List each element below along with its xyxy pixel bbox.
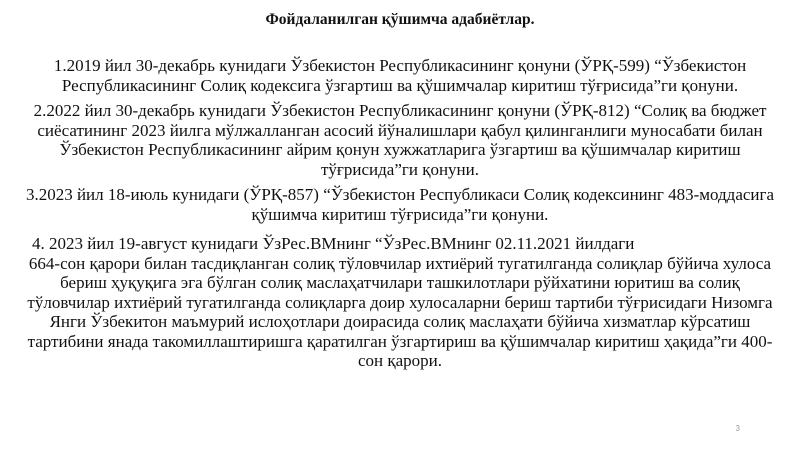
reference-item-1: 1.2019 йил 30-декабрь кунидаги Ўзбекистон Республикасининг қонуни (ЎРҚ-599) “Ўзбекистон Республикасининг Солиқ кодексига ўзгартиш ва қўшимчалар киритиш тўғрисида”ги қонуни. <box>53 56 747 95</box>
reference-item-4-first-line: 4. 2023 йил 19-август кунидаги ЎзРес.ВМнинг “ЎзРес.ВМнинг 02.11.2021 йилдаги <box>32 234 635 253</box>
reference-list <box>24 56 776 377</box>
reference-item-2: 2.2022 йил 30-декабрь кунидаги Ўзбекистон Республикасининг қонуни (ЎРҚ-812) “Солиқ ва бюджет сиёсатининг 2023 йилга мўлжалланган асосий йўналишлари қабул қилинганлиги муносабати билан Ўзбекистон Республикасининг айрим қонун хужжатларига ўзгартиш ва қўшимчалар киритиш тўғрисида”ги қонуни. <box>33 101 767 179</box>
page-number: 3 <box>735 424 740 433</box>
reference-item-4-body: 664-сон қарори билан тасдиқланган солиқ тўловчилар ихтиёрий тугатилганда солиқлар бўйича хулоса бериш ҳуқуқига эга бўлган солиқ маслаҳатчилари ташкилотлари рўйхатини юритиш ва солиқ тўловчилар ихтиёрий тугатилганда солиқларга доир хулосаларни бериш тартиби тўғрисидаги Низомга Янги Ўзбекитон маъмурий ислоҳотлари доирасида солиқ маслаҳати бўйича хизматлар кўрсатиш тартибини янада такомиллаштиришга қаратилган ўзгартириш ва қўшимчалар киритиш ҳақида”ги 400-сон қарори. <box>27 253 773 370</box>
reference-item-4 <box>24 234 776 371</box>
reference-item-3: 3.2023 йил 18-июль кунидаги (ЎРҚ-857) “Ўзбекистон Республикаси Солиқ кодексининг 483-моддасига қўшимча киритиш тўғрисида”ги қонуни. <box>25 185 775 224</box>
slide-title: Фойдаланилган қўшимча адабиётлар. <box>265 11 535 28</box>
